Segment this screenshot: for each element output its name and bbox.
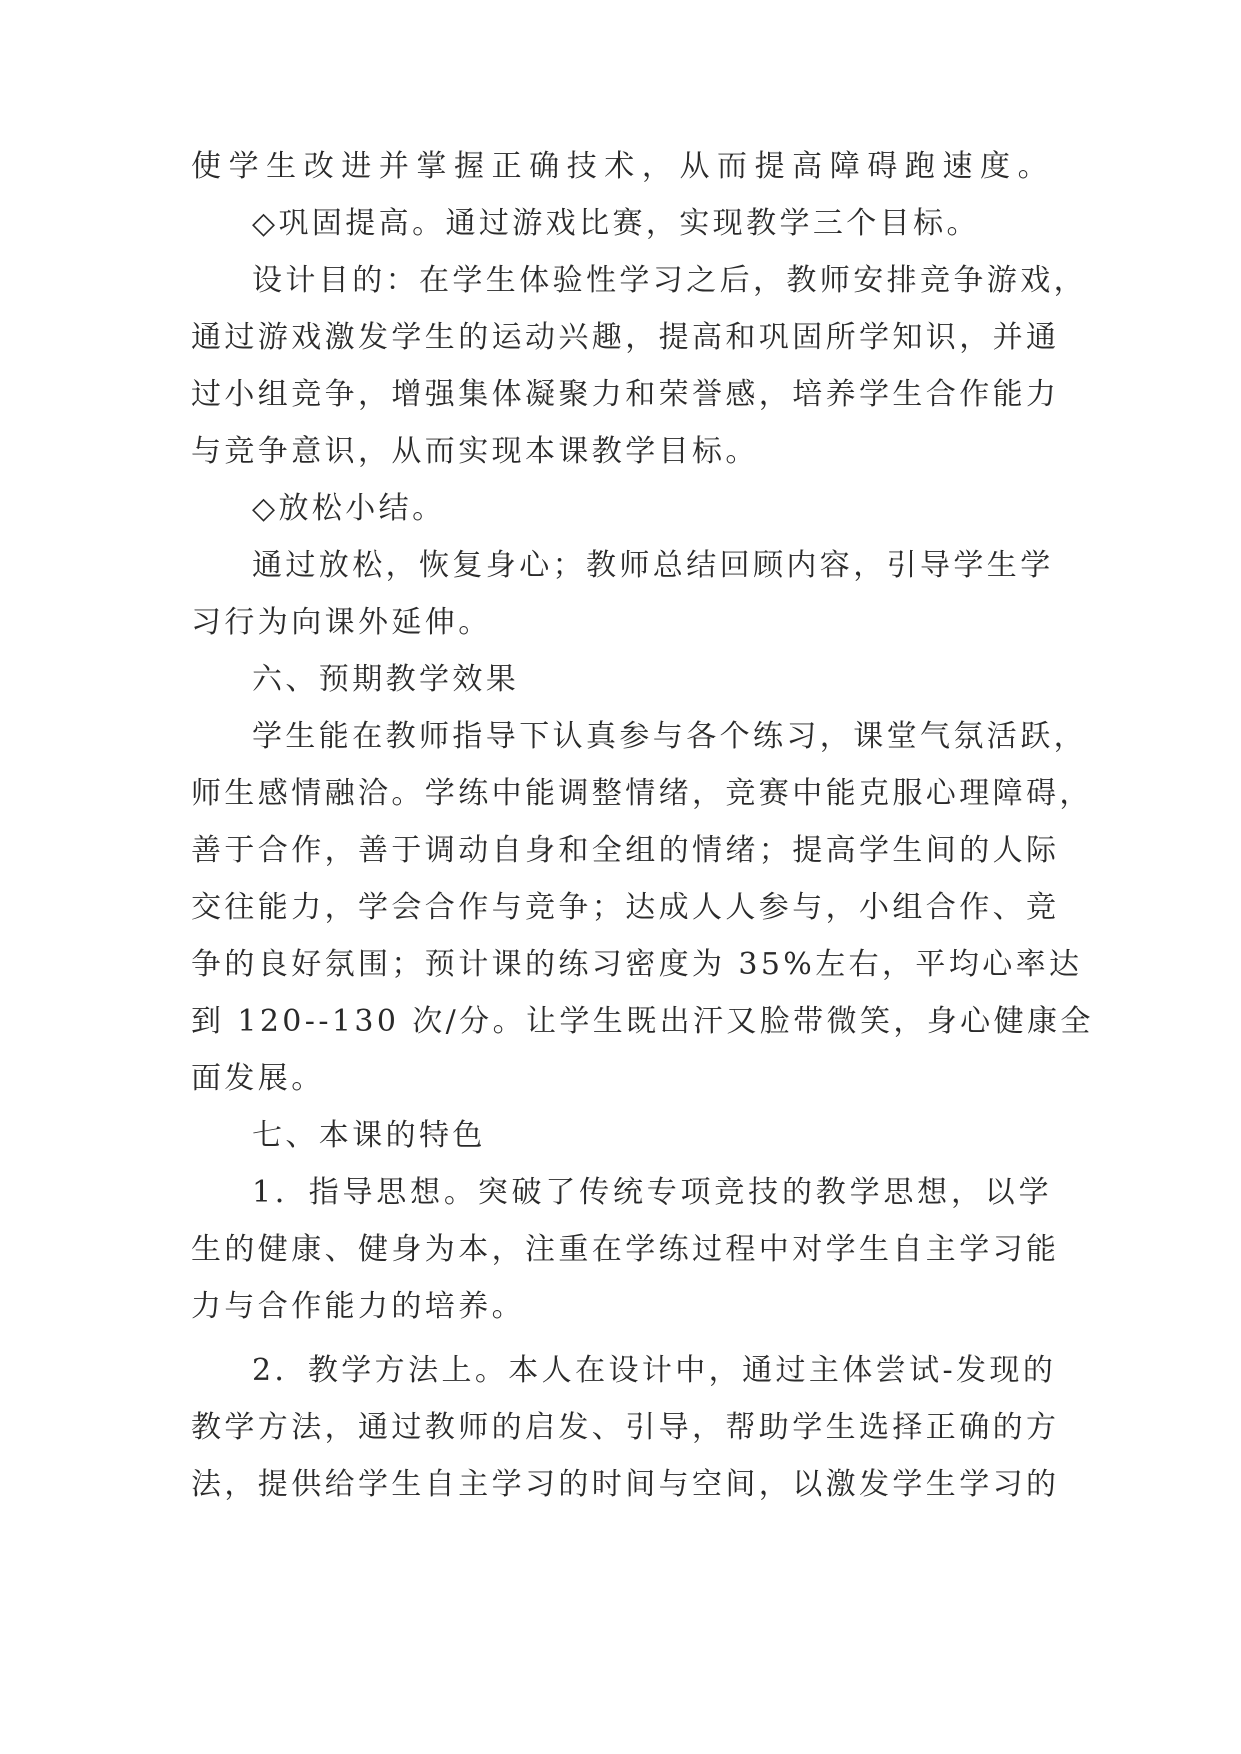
text-line: 过小组竞争，增强集体凝聚力和荣誉感，培养学生合作能力 bbox=[191, 377, 1060, 412]
text-line: 设计目的：在学生体验性学习之后，教师安排竞争游戏， bbox=[252, 263, 1087, 298]
text-line: 教学方法，通过教师的启发、引导，帮助学生选择正确的方 bbox=[191, 1410, 1060, 1445]
text-line: 2．教学方法上。本人在设计中，通过主体尝试-发现的 bbox=[252, 1353, 1057, 1388]
text-line: 面发展。 bbox=[191, 1061, 325, 1096]
section-heading: 七、本课的特色 bbox=[252, 1118, 486, 1153]
text-line: 争的良好氛围；预计课的练习密度为 35%左右，平均心率达 bbox=[191, 947, 1083, 982]
text-line: 师生感情融洽。学练中能调整情绪，竞赛中能克服心理障碍， bbox=[191, 776, 1093, 811]
section-heading: 六、预期教学效果 bbox=[252, 662, 520, 697]
text-line: ◇放松小结。 bbox=[252, 491, 446, 526]
text-line: 习行为向课外延伸。 bbox=[191, 605, 492, 640]
text-line: 交往能力，学会合作与竞争；达成人人参与，小组合作、竞 bbox=[191, 890, 1060, 925]
text-line: 生的健康、健身为本，注重在学练过程中对学生自主学习能 bbox=[191, 1232, 1060, 1267]
text-line: 使学生改进并掌握正确技术，从而提高障碍跑速度。 bbox=[191, 149, 1051, 184]
text-line: 通过游戏激发学生的运动兴趣，提高和巩固所学知识，并通 bbox=[191, 320, 1060, 355]
text-line: 与竞争意识，从而实现本课教学目标。 bbox=[191, 434, 759, 469]
text-line: 1．指导思想。突破了传统专项竞技的教学思想，以学 bbox=[252, 1175, 1052, 1210]
text-line: 力与合作能力的培养。 bbox=[191, 1289, 525, 1324]
text-line: 通过放松，恢复身心；教师总结回顾内容，引导学生学 bbox=[252, 548, 1054, 583]
text-line: 学生能在教师指导下认真参与各个练习，课堂气氛活跃， bbox=[252, 719, 1087, 754]
text-line: 法，提供给学生自主学习的时间与空间，以激发学生学习的 bbox=[191, 1467, 1060, 1502]
text-line: ◇巩固提高。通过游戏比赛，实现教学三个目标。 bbox=[252, 206, 980, 241]
text-line: 到 120--130 次/分。让学生既出汗又脸带微笑，身心健康全 bbox=[191, 1004, 1094, 1039]
text-line: 善于合作，善于调动自身和全组的情绪；提高学生间的人际 bbox=[191, 833, 1060, 868]
